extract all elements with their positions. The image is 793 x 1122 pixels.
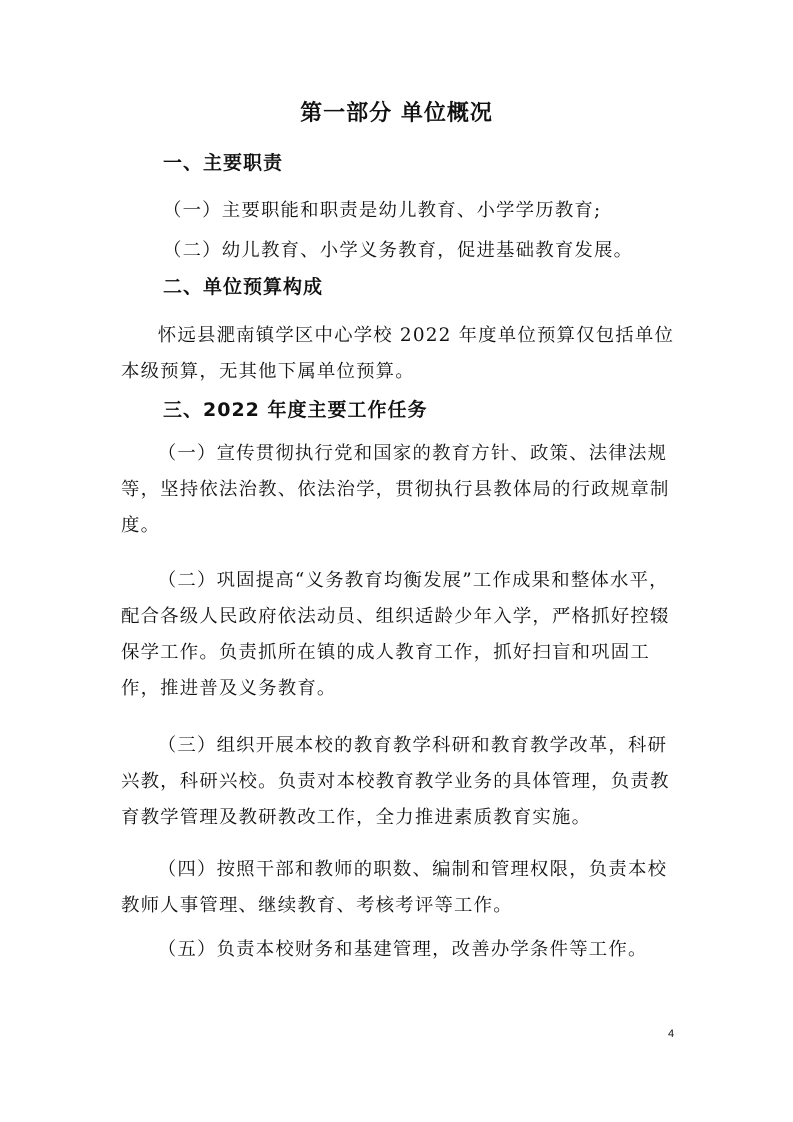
task-item-1: （一）宣传贯彻执行党和国家的教育方针、政策、法律法规等，坚持依法治教、依法治学，贯彻执行县教体局的行政规章制度。 bbox=[121, 443, 670, 536]
task-item-2: （二）巩固提高“义务教育均衡发展”工作成果和整体水平，配合各级人民政府依法动员、组织适龄少年入学，严格抓好控辍保学工作。负责抓所在镇的成人教育工作，抓好扫盲和巩固工作，推进普及义务教育。 bbox=[121, 570, 670, 699]
task-item-4: （四）按照干部和教师的职数、编制和管理权限，负责本校教师人事管理、继续教育、考核考评等工作。 bbox=[121, 859, 668, 916]
task-item-3: （三）组织开展本校的教育教学科研和教育教学改革，科研兴教，科研兴校。负责对本校教育教学业务的具体管理，负责教育教学管理及教研教改工作，全力推进素质教育实施。 bbox=[121, 735, 670, 828]
page-title: 第一部分 单位概况 bbox=[300, 101, 493, 126]
duty-item-2: （二）幼儿教育、小学义务教育，促进基础教育发展。 bbox=[163, 240, 634, 261]
page-number: 4 bbox=[668, 1028, 675, 1040]
duty-item-1: （一）主要职能和职责是幼儿教育、小学学历教育; bbox=[163, 200, 602, 221]
task-item-5: （五）负责本校财务和基建管理，改善办学条件等工作。 bbox=[157, 939, 648, 960]
budget-structure-text: 怀远县淝南镇学区中心学校 2022 年度单位预算仅包括单位本级预算，无其他下属单位预算。 bbox=[121, 325, 675, 382]
section-heading-budget-structure: 二、单位预算构成 bbox=[163, 276, 324, 298]
section-heading-duties: 一、主要职责 bbox=[163, 152, 284, 174]
section-heading-tasks: 三、2022 年度主要工作任务 bbox=[163, 399, 428, 421]
